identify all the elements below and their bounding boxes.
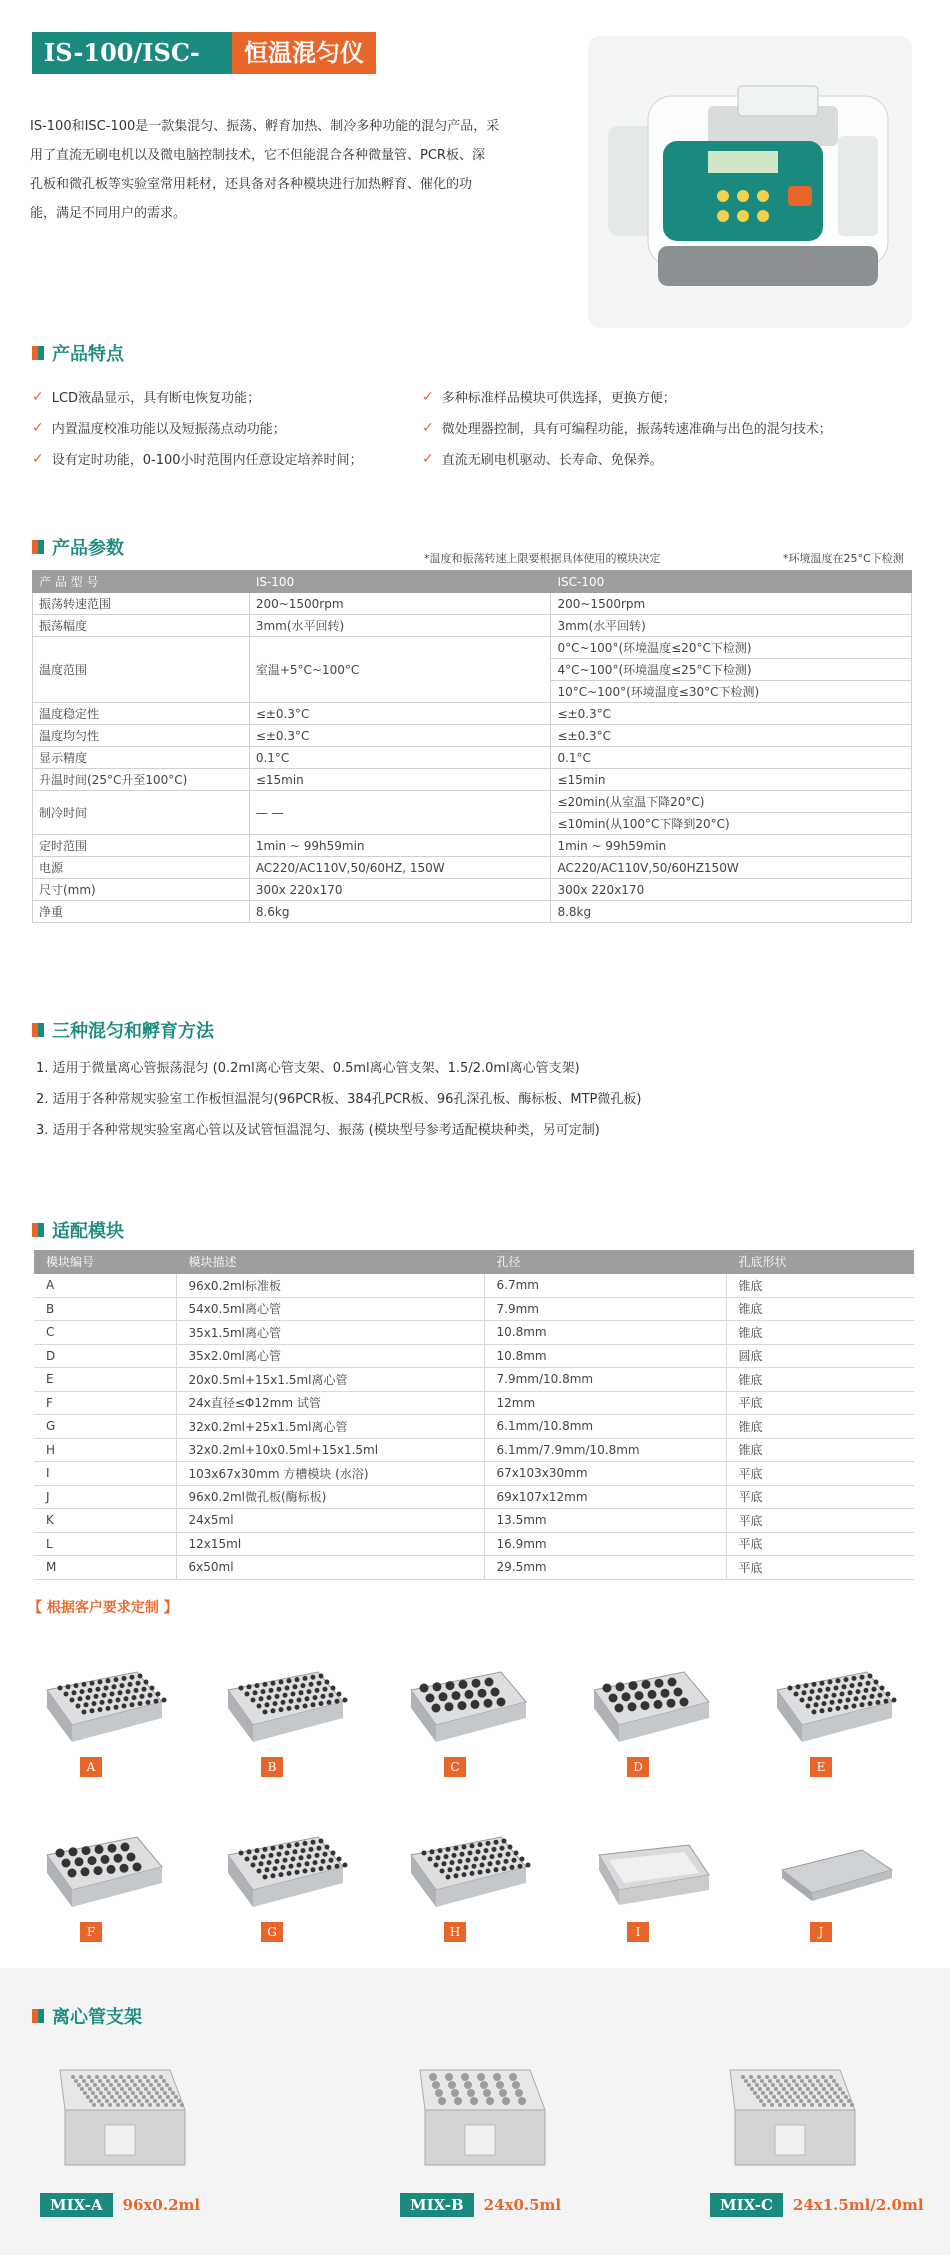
table-row: 产 品 型 号 IS-100 ISC-100	[33, 571, 912, 593]
table-row: 制冷时间 — — ≤20min(从室温下降20°C)	[33, 791, 912, 813]
params-title: 产品参数	[32, 534, 124, 560]
feature-item: ✓ 微处理器控制，具有可编程功能，振荡转速准确与出色的混匀技术；	[422, 419, 832, 437]
table-row: 振荡转速范围 200~1500rpm 200~1500rpm	[33, 593, 912, 615]
params-note: *温度和振荡转速上限要根据具体使用的模块决定	[424, 552, 661, 565]
modules-title: 适配模块	[32, 1217, 124, 1243]
table-row: ≤10min(从100°C下降到20°C)	[33, 813, 912, 835]
rack-code: MIX-A	[40, 2193, 113, 2217]
check-icon: ✓	[32, 419, 44, 436]
modules-table	[34, 1250, 914, 1580]
table-row: G 32x0.2ml+25x1.5ml离心管 6.1mm/10.8mm 锥底	[34, 1415, 914, 1439]
module-block-image	[762, 1815, 902, 1925]
rack-caption	[400, 2193, 561, 2217]
table-row: D 35x2.0ml离心管 10.8mm 圆底	[34, 1344, 914, 1368]
table-row: M 6x50ml 29.5mm 平底	[34, 1556, 914, 1580]
features-title: 产品特点	[32, 340, 124, 366]
feature-item: ✓ 直流无刷电机驱动、长寿命、免保养。	[422, 450, 663, 468]
params-table	[32, 570, 912, 923]
check-icon: ✓	[422, 388, 434, 405]
module-label: A	[80, 1757, 102, 1777]
table-row: 电源 AC220/AC110V,50/60HZ, 150W AC220/AC110V,50/60HZ150W	[33, 857, 912, 879]
check-icon: ✓	[422, 450, 434, 467]
section-mark-icon	[32, 540, 44, 554]
table-row: 温度稳定性 ≤±0.3°C ≤±0.3°C	[33, 703, 912, 725]
intro-line: IS-100和ISC-100是一款集混匀、振荡、孵育加热、制冷多种功能的混匀产品，采	[30, 119, 500, 134]
module-block-image	[396, 1815, 536, 1925]
product-image	[588, 36, 912, 328]
table-row: L 12x15ml 16.9mm 平底	[34, 1532, 914, 1556]
table-row: F 24x直径≤Φ12mm 试管 12mm 平底	[34, 1391, 914, 1415]
table-row: K 24x5ml 13.5mm 平底	[34, 1509, 914, 1533]
module-label: F	[80, 1922, 102, 1942]
method-item: 2. 适用于各种常规实验室工作板恒温混匀(96PCR板、384孔PCR板、96孔深孔板、酶标板、MTP微孔板)	[36, 1092, 642, 1107]
table-row: 显示精度 0.1°C 0.1°C	[33, 747, 912, 769]
section-mark-icon	[32, 346, 44, 360]
module-block-image	[32, 1815, 172, 1925]
rack-spec: 24x0.5ml	[483, 2196, 562, 2214]
module-label: H	[444, 1922, 466, 1942]
rack-image	[45, 2055, 195, 2175]
module-block-image	[579, 1815, 719, 1925]
method-item: 3. 适用于各种常规实验室离心管以及试管恒温混匀、振荡 (模块型号参考适配模块种类，另可定制)	[36, 1123, 600, 1138]
intro-text	[30, 112, 530, 228]
intro-line: 能，满足不同用户的需求。	[30, 206, 187, 221]
table-row: 净重 8.6kg 8.8kg	[33, 901, 912, 923]
module-label: E	[810, 1757, 832, 1777]
table-row: 尺寸(mm) 300x 220x170 300x 220x170	[33, 879, 912, 901]
module-label: J	[810, 1922, 832, 1942]
module-block-image	[579, 1650, 719, 1760]
module-block-image	[762, 1650, 902, 1760]
module-label: C	[444, 1757, 466, 1777]
racks-title: 离心管支架	[32, 2003, 142, 2029]
model-title: IS-100/ISC-100	[32, 32, 232, 74]
check-icon: ✓	[32, 388, 44, 405]
table-row: I 103x67x30mm 方槽模块 (水浴) 67x103x30mm 平底	[34, 1462, 914, 1486]
rack-image	[715, 2055, 865, 2175]
intro-line: 用了直流无刷电机以及微电脑控制技术，它不但能混合各种微量管、PCR板、深	[30, 148, 485, 163]
custom-note: 【 根据客户要求定制 】	[28, 1600, 178, 1616]
methods-title: 三种混匀和孵育方法	[32, 1017, 214, 1043]
module-block-image	[213, 1815, 353, 1925]
method-item: 1. 适用于微量离心管振荡混匀 (0.2ml离心管支架、0.5ml离心管支架、1.5/2.0ml离心管支架)	[36, 1061, 580, 1076]
rack-code: MIX-B	[400, 2193, 474, 2217]
section-mark-icon	[32, 2009, 44, 2023]
module-label: D	[627, 1757, 649, 1777]
rack-spec: 24x1.5ml/2.0ml	[792, 2196, 924, 2214]
table-row: 定时范围 1min ~ 99h59min 1min ~ 99h59min	[33, 835, 912, 857]
section-mark-icon	[32, 1223, 44, 1237]
table-row: 4°C~100°(环境温度≤25°C下检测)	[33, 659, 912, 681]
feature-item: ✓ 多种标准样品模块可供选择，更换方便；	[422, 388, 676, 406]
product-name: 恒温混匀仪	[232, 32, 376, 74]
table-row: C 35x1.5ml离心管 10.8mm 锥底	[34, 1321, 914, 1345]
table-row: 10°C~100°(环境温度≤30°C下检测)	[33, 681, 912, 703]
rack-spec: 96x0.2ml	[122, 2196, 201, 2214]
intro-line: 孔板和微孔板等实验室常用耗材，还具备对各种模块进行加热孵育、催化的功	[30, 177, 473, 192]
table-row: A 96x0.2ml标准板 6.7mm 锥底	[34, 1274, 914, 1298]
table-row: E 20x0.5ml+15x1.5ml离心管 7.9mm/10.8mm 锥底	[34, 1368, 914, 1392]
table-row: 升温时间(25°C升至100°C) ≤15min ≤15min	[33, 769, 912, 791]
module-block-image	[396, 1650, 536, 1760]
rack-image	[405, 2055, 555, 2175]
module-label: G	[261, 1922, 283, 1942]
module-block-image	[32, 1650, 172, 1760]
module-label: I	[627, 1922, 649, 1942]
check-icon: ✓	[32, 450, 44, 467]
module-label: B	[261, 1757, 283, 1777]
params-note: *环境温度在25°C下检测	[783, 552, 904, 565]
feature-item: ✓ LCD液晶显示，具有断电恢复功能；	[32, 388, 261, 406]
feature-item: ✓ 设有定时功能，0-100小时范围内任意设定培养时间；	[32, 450, 363, 468]
feature-item: ✓ 内置温度校准功能以及短振荡点动功能；	[32, 419, 286, 437]
mixer-device-illustration	[588, 36, 912, 328]
check-icon: ✓	[422, 419, 434, 436]
rack-caption	[40, 2193, 200, 2217]
table-row: 模块编号 模块描述 孔径 孔底形状	[34, 1250, 914, 1274]
table-row: 温度均匀性 ≤±0.3°C ≤±0.3°C	[33, 725, 912, 747]
table-row: J 96x0.2ml微孔板(酶标板) 69x107x12mm 平底	[34, 1485, 914, 1509]
table-row: 振荡幅度 3mm(水平回转) 3mm(水平回转)	[33, 615, 912, 637]
table-row: H 32x0.2ml+10x0.5ml+15x1.5ml 6.1mm/7.9mm/10.8mm 锥底	[34, 1438, 914, 1462]
section-mark-icon	[32, 1023, 44, 1037]
rack-code: MIX-C	[710, 2193, 783, 2217]
title-bar	[32, 32, 376, 109]
table-row: 温度范围 室温+5°C~100°C 0°C~100°(环境温度≤20°C下检测)	[33, 637, 912, 659]
rack-caption	[710, 2193, 924, 2217]
module-block-image	[213, 1650, 353, 1760]
table-row: B 54x0.5ml离心管 7.9mm 锥底	[34, 1297, 914, 1321]
